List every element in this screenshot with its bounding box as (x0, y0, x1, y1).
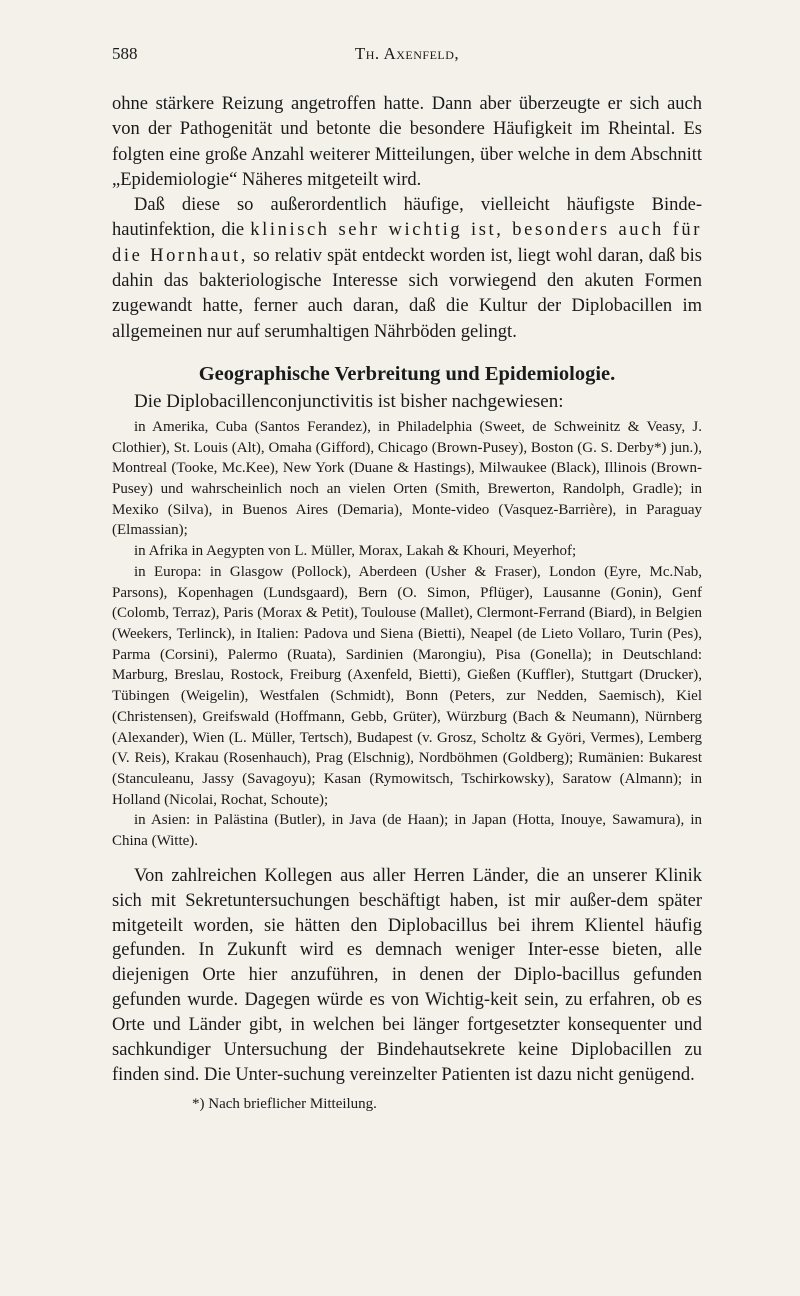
paragraph-text-start: Daß diese so außerordentlich häufige, vielleicht häufigste Binde-hautinfektion, die (112, 195, 702, 241)
running-title: Th. Axenfeld, (354, 44, 460, 63)
emphasis-spaced-text: klinisch sehr wichtig ist, besonders auch für die Hornhaut, (112, 220, 702, 266)
footnote: *) Nach brieflicher Mitteilung. (192, 1095, 377, 1112)
paragraph-text-end: so relativ spät entdeckt worden ist, liegt wohl daran, daß bis dahin das bakteriologische Interesse sich vorwiegend den akuten Formen zugewandt hatte, ferner auch daran, daß die Kultur der Diplobacillen im allgemeinen nur auf serumhaltigen Nährböden gelingt. (112, 245, 702, 342)
occurrence-list (112, 417, 702, 852)
section-heading: Geographische Verbreitung und Epidemiologie. (198, 362, 616, 385)
running-head (112, 44, 702, 68)
list-item-america: in Amerika, Cuba (Santos Ferandez), in Philadelphia (Sweet, de Schweinitz & Veasy, J. Clothier), St. Louis (Alt), Omaha (Gifford), Chicago (Brown-Pusey), Boston (G. S. Derby*) jun.), Montreal (Tooke, Mc.Kee), New York (Duane & Hastings), Milwaukee (Black), Illinois (Brown-Pusey) und wahrscheinlich noch an vielen Orten (Smith, Brewerton, Randolph, Gradle); in Mexiko (Silva), in Buenos Aires (Demaria), Monte-video (Vasquez-Barrière), in Paraguay (Elmassian); (112, 418, 702, 539)
list-item-africa: in Afrika in Aegypten von L. Müller, Morax, Lakah & Khouri, Meyerhof; (134, 543, 577, 560)
page-number: 588 (112, 44, 138, 63)
list-item-asia: in Asien: in Palästina (Butler), in Java (de Haan); in Japan (Hotta, Inouye, Sawamura), in China (Witte). (112, 812, 702, 850)
list-item-europe: in Europa: in Glasgow (Pollock), Aberdeen (Usher & Fraser), London (Eyre, Mc.Nab, Parsons), Kopenhagen (Lundsgaard), Bern (O. Simon, Pflüger), Lausanne (Gonin), Genf (Colomb, Terraz), Paris (Morax & Petit), Toulouse (Mallet), Clermont-Ferrand (Biard), in Belgien (Weekers, Terlinck), in Italien: Padova und Siena (Bietti), Neapel (de Lieto Vollaro, Turin (Pes), Parma (Corsini), Palermo (Ruata), Sardinien (Marongiu), Pisa (Gonella); in Deutschland: Marburg, Breslau, Rostock, Freiburg (Axenfeld, Bietti), Gießen (Kuffler), Stuttgart (Drucker), Tübingen (Weigelin), Westfalen (Schmidt), Bonn (Peters, zur Nedden, Saemisch), Kiel (Christensen), Greifswald (Hoffmann, Gebb, Grüter), Würzburg (Bach & Neumann), Nürnberg (Alexander), Wien (L. Müller, Tertsch), Budapest (v. Grosz, Scholtz & Györi, Vermes), Lemberg (V. Reis), Krakau (Rosenhauch), Prag (Elschnig), Nordböhmen (Goldberg); Rumänien: Bukarest (Stanculeanu, Jassy (Savagoyu); Kasan (Rymowitsch, Tschirkowsky), Saratow (Almann); in Holland (Nicolai, Rochat, Schoute); (112, 563, 702, 808)
section-intro: Die Diplobacillenconjunctivitis ist bisher nachgewiesen: (134, 390, 564, 412)
paragraph-bindehautinfektion (112, 193, 702, 345)
page-body (112, 92, 702, 1114)
paragraph-continuation: ohne stärkere Reizung angetroffen hatte. Dann aber überzeugte er sich auch von der Pathogenität und betonte die besondere Häufigkeit im Rheintal. Es folgten eine große Anzahl weiterer Mitteilungen, über welche in dem Abschnitt „Epidemiologie“ Näheres mitgeteilt wird. (112, 94, 702, 190)
closing-paragraph: Von zahlreichen Kollegen aus aller Herren Länder, die an unserer Klinik sich mit Sekretuntersuchungen beschäftigt haben, ist mir außer-dem später mitgeteilt worden, sie hätten den Diplobacillus bei ihrem Klientel häufig gefunden. In Zukunft wird es demnach weniger Inter-esse bieten, alle diejenigen Orte hier anzuführen, in denen der Diplo-bacillus gefunden gefunden wurde. Dagegen würde es von Wichtig-keit sein, zu erfahren, ob es Orte und Länder gibt, in welchen bei länger fortgesetzter konsequenter und sachkundiger Untersuchung der Bindehautsekrete keine Diplobacillen zu finden sind. Die Unter-suchung vereinzelter Patienten ist dazu nicht genügend. (112, 865, 702, 1085)
